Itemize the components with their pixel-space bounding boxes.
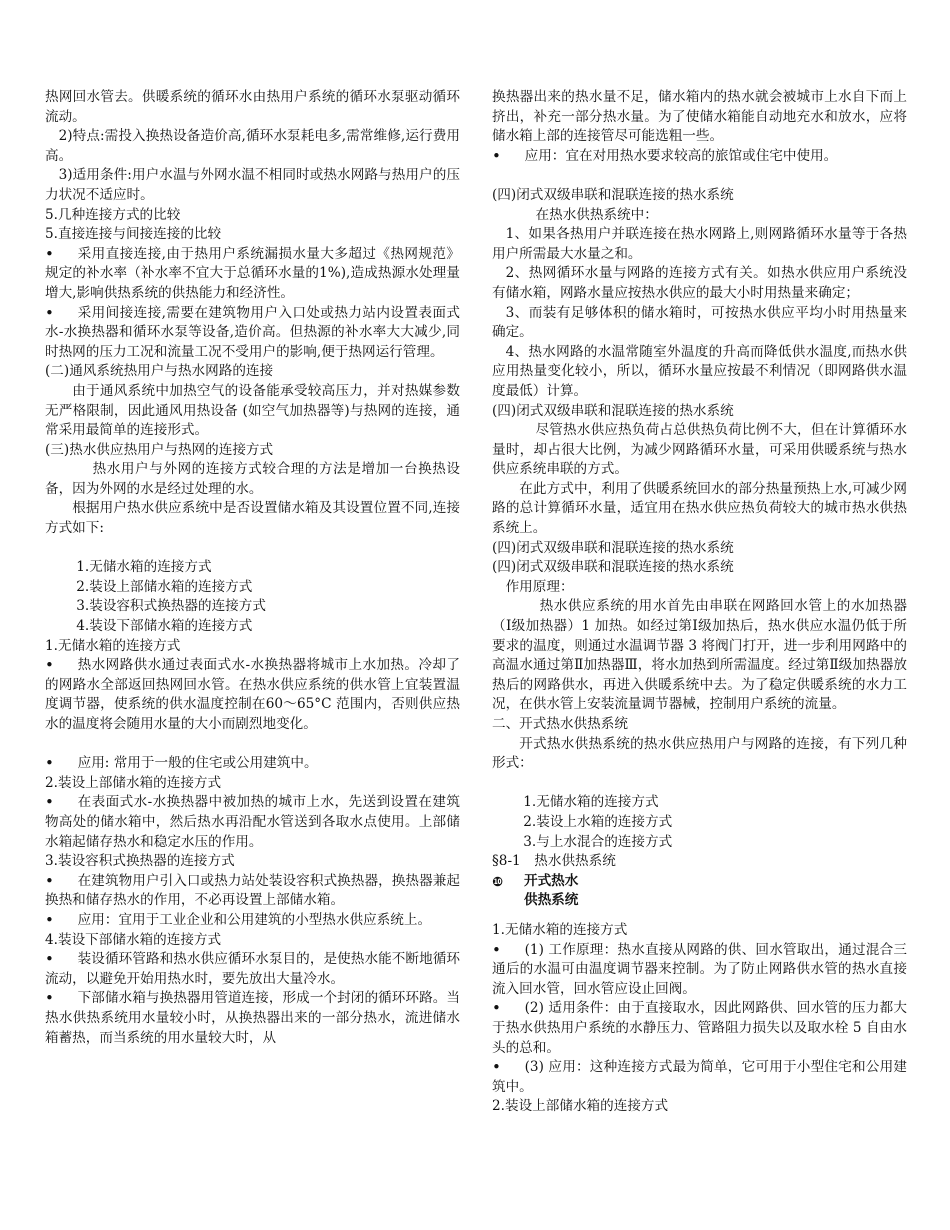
paragraph: 尽管热水供应热负荷占总供热负荷比例不大，但在计算循环水量时，却占很大比例，为减少网路循环水量，可采用供暖系统与热水供应系统串联的方式。 (492, 422, 907, 478)
bullet-icon: • (45, 910, 54, 929)
circled-number-icon: ❿ (492, 874, 504, 890)
paragraph: 在此方式中，利用了供暖系统回水的部分热量预热上水,可减少网路的总计算循环水量，适宜用在热水供应热负荷较大的城市热水供热系统上。 (492, 480, 907, 537)
paragraph: (四)闭式双级串联和混联连接的热水系统 (492, 539, 734, 556)
paragraph: 3.装设容积式换热器的连接方式 (45, 853, 235, 870)
heading-line: 供热系统 (524, 892, 579, 909)
bullet-text: 装设循环管路和热水供应循环水泵目的，是使热水能不断地循环流动，以避免开始用热水时，要先放出大量冷水。 (45, 951, 460, 987)
bullet-text: 热水网路供水通过表面式水-水换热器将城市上水加热。冷却了的网路水全部返回热网回水管。在热水供应系统的供水管上宜装置温度调节器，使系统的供水温度控制在60～65°C 范围内，否则供应热水的温度将会随用水量的大小而剧烈地变化。 (45, 657, 460, 732)
bullet-text: 采用间接连接,需要在建筑物用户入口处或热力站内设置表面式水-水换热器和循环水泵等设备,造价高。但热源的补水率大大减少,同时热网的压力工况和流量工况不受用户的影响,便于热网运行管理。 (45, 304, 460, 360)
bullet-item (45, 754, 460, 774)
paragraph: 开式热水供热系统的热水供应热用户与网路的连接，有下列几种形式： (492, 735, 907, 772)
bullet-item (45, 304, 460, 363)
bullet-icon: • (45, 754, 54, 773)
paragraph: 热水用户与外网的连接方式较合理的方法是增加一台换热设备，因为外网的水是经过处理的水。 (45, 461, 460, 497)
paragraph: 5.几种连接方式的比较 (45, 206, 181, 223)
paragraph: 3、而装有足够体积的储水箱时，可按热水供应平均小时用热量来确定。 (492, 304, 907, 341)
bullet-item (492, 147, 907, 167)
bullet-text: (1) 工作原理：热水直接从网路的供、回水管取出，通过混合三通后的水温可由温度调节器来控制。为了防止网路供水管的热水直接流入回水管，回水管应设止回阀。 (492, 941, 907, 997)
paragraph: 1.无储水箱的连接方式 (492, 921, 628, 938)
paragraph: 作用原理： (505, 578, 574, 595)
paragraph: 3)适用条件:用户水温与外网水温不相同时或热水网路与热用户的压力状况不适应时。 (45, 167, 460, 203)
numbered-list (45, 558, 460, 636)
paragraph: (四)闭式双级串联和混联连接的热水系统 (492, 559, 734, 576)
paragraph: 1、如果各热用户并联连接在热水网路上,则网路循环水量等于各热用户所需最大水量之和。 (492, 226, 907, 262)
paragraph: 在热水供热系统中： (535, 206, 658, 223)
paragraph: 5.直接连接与间接连接的比较 (45, 226, 222, 243)
paragraph: 4.装设下部储水箱的连接方式 (45, 931, 222, 948)
bullet-text: (3) 应用：这种连接方式最为简单，它可用于小型住宅和公用建筑中。 (492, 1059, 907, 1095)
spacer (492, 774, 907, 794)
bullet-item (45, 911, 460, 931)
bullet-item (45, 245, 460, 304)
bullet-text: 在建筑物用户引入口或热力站处装设容积式换热器，换热器兼起换热和储存热水的作用，不必再设置上部储水箱。 (45, 872, 460, 909)
paragraph: 热网回水管去。供暖系统的循环水由热用户系统的循环水泵驱动循环流动。 (45, 89, 460, 125)
bullet-item (492, 941, 907, 1000)
list-item: 2.装设上部储水箱的连接方式 (76, 578, 253, 595)
paragraph: 1.无储水箱的连接方式 (45, 637, 181, 654)
right-column (492, 88, 907, 1117)
paragraph: 二、开式热水供热系统 (492, 716, 628, 732)
bullet-icon: • (492, 940, 501, 959)
heading-line: 开式热水 (524, 872, 579, 889)
paragraph: 由于通风系统中加热空气的设备能承受较高压力，并对热媒参数无严格限制，因此通风用热设备 (如空气加热器等)与热网的连接，通常采用最简单的连接形式。 (45, 382, 460, 439)
spacer (492, 911, 907, 921)
paragraph: (四)闭式双级串联和混联连接的热水系统 (492, 186, 734, 203)
paragraph: 2.装设上部储水箱的连接方式 (45, 774, 222, 791)
paragraph: (二)通风系统热用户与热水网路的连接 (45, 363, 274, 380)
bullet-text: (2) 适用条件：由于直接取水，因此网路供、回水管的压力都大于热水供热用户系统的水静压力、管路阻力损失以及取水栓 5 自由水头的总和。 (492, 1000, 907, 1056)
list-item: 4.装设下部储水箱的连接方式 (76, 618, 253, 635)
bullet-text: 应用：宜用于工业企业和公用建筑的小型热水供应系统上。 (77, 911, 432, 928)
bullet-icon: • (492, 146, 501, 165)
bullet-icon: • (45, 244, 54, 263)
spacer (45, 735, 460, 755)
bullet-item (45, 793, 460, 852)
bullet-icon: • (45, 871, 54, 890)
list-item: 2.装设上水箱的连接方式 (523, 813, 673, 830)
bullet-text: 下部储水箱与换热器用管道连接，形成一个封闭的循环环路。当热水供热系统用水量较小时，从换热器出来的一部分热水，流进储水箱蓄热，而当系统的用水量较大时，从 (45, 990, 460, 1046)
paragraph: (四)闭式双级串联和混联连接的热水系统 (492, 402, 734, 419)
paragraph: 4、热水网路的水温常随室外温度的升高而降低供水温度,而热水供应用热量变化较小，所以，循环水量应按最不利情况（即网路供水温度最低）计算。 (492, 343, 907, 399)
bullet-icon: • (45, 303, 54, 322)
bullet-item (45, 656, 460, 734)
left-column (45, 88, 460, 1048)
bullet-icon: • (45, 989, 54, 1008)
list-item: 1.无储水箱的连接方式 (76, 559, 212, 576)
paragraph: 2)特点:需投入换热设备造价高,循环水泵耗电多,需常维修,运行费用高。 (45, 128, 460, 164)
spacer (45, 539, 460, 559)
spacer (492, 166, 907, 186)
bullet-item (492, 999, 907, 1058)
numbered-list (492, 793, 907, 852)
bullet-item (45, 872, 460, 911)
bullet-icon: • (45, 793, 54, 812)
paragraph: 根据用户热水供应系统中是否设置储水箱及其设置位置不同,连接方式如下: (45, 500, 460, 537)
bullet-icon: • (45, 950, 54, 969)
bold-heading (492, 872, 907, 911)
bullet-icon: • (45, 656, 54, 675)
bullet-text: 应用: 常用于一般的住宅或公用建筑中。 (77, 755, 318, 772)
paragraph: 2.装设上部储水箱的连接方式 (492, 1098, 669, 1115)
bullet-text: 应用：宜在对用热水要求较高的旅馆或住宅中使用。 (524, 147, 838, 164)
bullet-item (45, 950, 460, 989)
bullet-text: 采用直接连接,由于热用户系统漏损水量大多超过《热网规范》规定的补水率（补水率不宜大于总循环水量的1%),造成热源水处理量增大,影响供热系统的供热能力和经济性。 (45, 245, 460, 301)
paragraph: 热水供应系统的用水首先由串联在网路回水管上的水加热器（Ⅰ级加热器）1 加热。如经过第Ⅰ级加热后，热水供应水温仍低于所要求的温度，则通过水温调节器 3 将阀门打开，进一步利用网路中的高温水通过第Ⅱ加热器Ⅲ，将水加热到所需温度。经过第Ⅱ级加热器放热后的网路供水，再进入供暖系统中去。为了稳定供暖系统的水力工况，在供水管上安装流量调节器械，控制用户系统的流量。 (492, 598, 907, 713)
bullet-item (45, 989, 460, 1048)
list-item: 3.装设容积式换热器的连接方式 (76, 598, 266, 615)
paragraph: 换热器出来的热水量不足，储水箱内的热水就会被城市上水自下而上挤出，补充一部分热水量。为了使储水箱能自动地充水和放水，应将储水箱上部的连接管尽可能选粗一些。 (492, 89, 907, 145)
list-item: 1.无储水箱的连接方式 (523, 794, 659, 811)
paragraph: (三)热水供应热用户与热网的连接方式 (45, 441, 274, 458)
bullet-icon: • (492, 1058, 501, 1077)
bullet-icon: • (492, 999, 501, 1018)
bullet-text: 在表面式水-水换热器中被加热的城市上水，先送到设置在建筑物高处的储水箱中，然后热水再沿配水管送到各取水点使用。上部储水箱起储存热水和稳定水压的作用。 (45, 794, 460, 850)
paragraph: 2、热网循环水量与网路的连接方式有关。如热水供应用户系统没有储水箱，网路水量应按热水供应的最大小时用热量来确定； (492, 265, 907, 301)
list-item: 3.与上水混合的连接方式 (523, 833, 673, 850)
bullet-item (492, 1058, 907, 1097)
paragraph: §8-1 热水供热系统 (492, 853, 616, 870)
